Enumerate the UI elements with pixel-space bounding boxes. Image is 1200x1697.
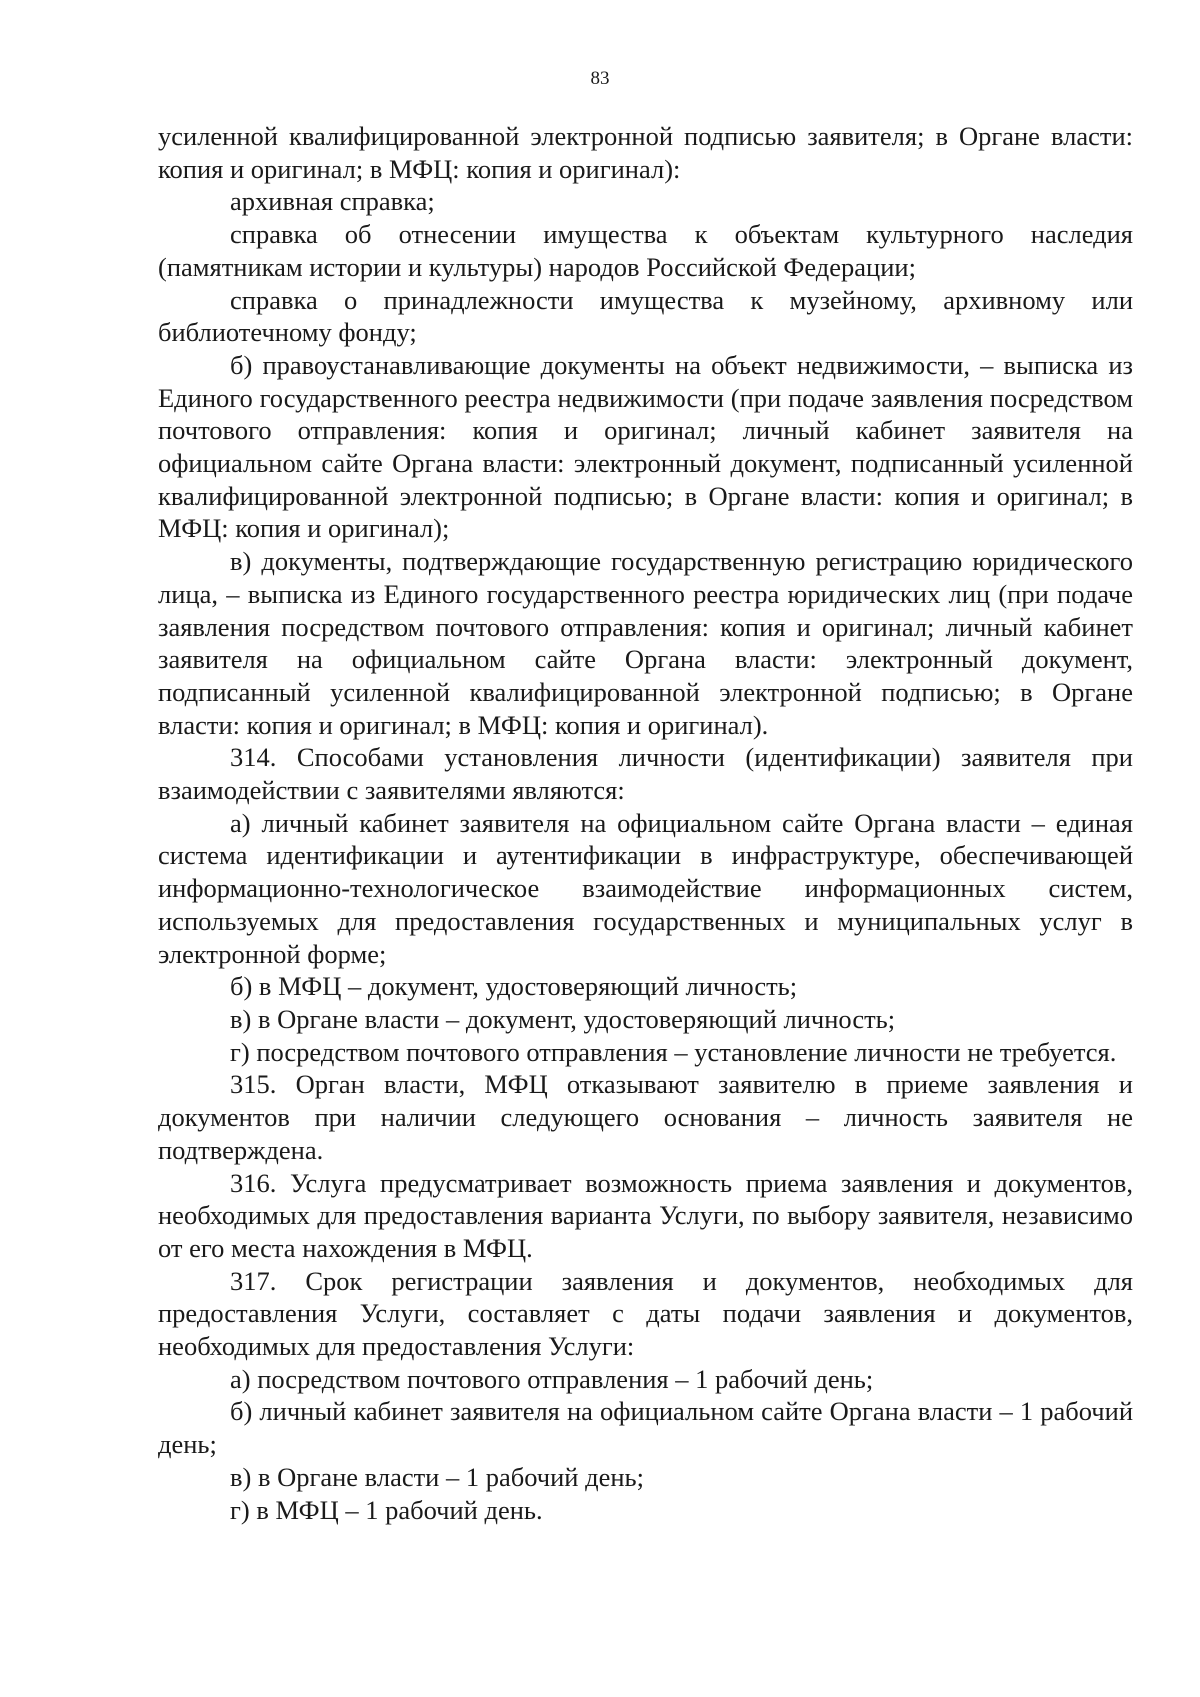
paragraph-item-v-registration-documents: в) документы, подтверждающие государственную регистрацию юридического лица, – выписка из Единого государственного реестра юридических лиц (при подаче заявления посредством почтового отправления: копия и оригинал; личный кабинет заявителя на официальном сайте Органа власти: электронный документ, подписанный усиленной квалифицированной электронной подписью; в Органе власти: копия и оригинал; в МФЦ: копия и оригинал). (158, 546, 1133, 740)
paragraph-315: 315. Орган власти, МФЦ отказывают заявителю в приеме заявления и документов при наличии следующего основания – личность заявителя не подтверждена. (158, 1069, 1133, 1165)
document-body (158, 120, 1133, 1526)
paragraph-314: 314. Способами установления личности (идентификации) заявителя при взаимодействии с заявителями являются: (158, 742, 1133, 806)
paragraph-heritage-certificate: справка об отнесении имущества к объектам культурного наследия (памятникам истории и культуры) народов Российской Федерации; (158, 219, 1133, 282)
paragraph-317-b: б) личный кабинет заявителя на официальном сайте Органа власти – 1 рабочий день; (158, 1396, 1133, 1460)
paragraph-317: 317. Срок регистрации заявления и документов, необходимых для предоставления Услуги, составляет с даты подачи заявления и документов, необходимых для предоставления Услуги: (158, 1265, 1133, 1362)
paragraph-314-b: б) в МФЦ – документ, удостоверяющий личность; (230, 971, 798, 1002)
paragraph-317-v: в) в Органе власти – 1 рабочий день; (230, 1461, 644, 1492)
paragraph-314-g: г) посредством почтового отправления – установление личности не требуется. (230, 1036, 1117, 1067)
paragraph-316: 316. Услуга предусматривает возможность приема заявления и документов, необходимых для предоставления варианта Услуги, по выбору заявителя, независимо от его места нахождения в МФЦ. (158, 1167, 1133, 1263)
paragraph-317-g: г) в МФЦ – 1 рабочий день. (230, 1494, 543, 1525)
paragraph-item-b-title-documents: б) правоустанавливающие документы на объект недвижимости, – выписка из Единого государственного реестра недвижимости (при подаче заявления посредством почтового отправления: копия и оригинал; личный кабинет заявителя на официальном сайте Органа власти: электронный документ, подписанный усиленной квалифицированной электронной подписью; в Органе власти: копия и оригинал; в МФЦ: копия и оригинал); (158, 349, 1133, 544)
paragraph-314-v: в) в Органе власти – документ, удостоверяющий личность; (230, 1003, 896, 1034)
paragraph-317-a: а) посредством почтового отправления – 1 рабочий день; (230, 1363, 874, 1394)
page-number: 83 (590, 68, 610, 89)
paragraph-continuation: усиленной квалифицированной электронной подписью заявителя; в Органе власти: копия и оригинал; в МФЦ: копия и оригинал): (158, 121, 1133, 184)
paragraph-314-a: а) личный кабинет заявителя на официальном сайте Органа власти – единая система идентификации и аутентификации в инфраструктуре, обеспечивающей информационно-технологическое взаимодействие информационных систем, используемых для предоставления государственных и муниципальных услуг в электронной форме; (158, 807, 1133, 969)
paragraph-archive-certificate: архивная справка; (230, 186, 435, 217)
paragraph-museum-certificate: справка о принадлежности имущества к музейному, архивному или библиотечному фонду; (158, 284, 1133, 348)
